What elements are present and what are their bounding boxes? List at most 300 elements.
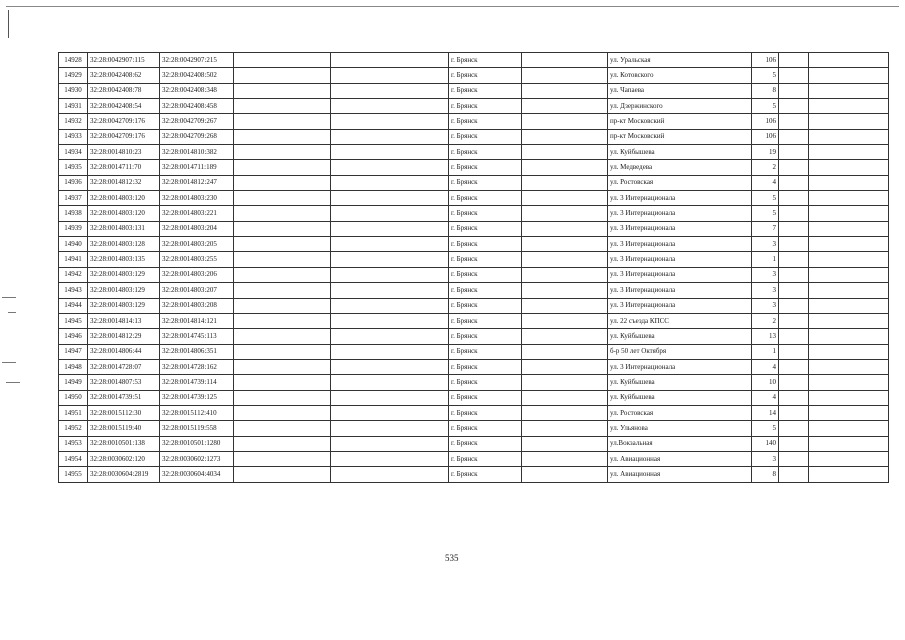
empty-cell bbox=[234, 160, 331, 175]
row-number-cell: 14939 bbox=[59, 221, 88, 236]
empty-cell bbox=[331, 68, 449, 83]
empty-cell bbox=[234, 237, 331, 252]
empty-cell bbox=[779, 421, 809, 436]
empty-cell bbox=[331, 421, 449, 436]
old-cadastral-number-cell: 32:28:0014812:32 bbox=[88, 175, 160, 190]
city-cell: г. Брянск bbox=[449, 83, 522, 98]
table-row bbox=[59, 145, 889, 160]
empty-cell bbox=[522, 114, 608, 129]
street-cell: ул. Куйбышева bbox=[608, 375, 752, 390]
empty-cell bbox=[234, 267, 331, 282]
new-cadastral-number-cell: 32:28:0014812:247 bbox=[160, 175, 234, 190]
empty-cell bbox=[234, 252, 331, 267]
empty-cell bbox=[779, 329, 809, 344]
empty-cell bbox=[809, 237, 889, 252]
house-number-cell: 1 bbox=[752, 344, 779, 359]
new-cadastral-number-cell: 32:28:0042408:502 bbox=[160, 68, 234, 83]
old-cadastral-number-cell: 32:28:0042709:176 bbox=[88, 114, 160, 129]
new-cadastral-number-cell: 32:28:0014803:206 bbox=[160, 267, 234, 282]
row-number-cell: 14930 bbox=[59, 83, 88, 98]
row-number-cell: 14938 bbox=[59, 206, 88, 221]
empty-cell bbox=[809, 436, 889, 451]
empty-cell bbox=[522, 53, 608, 68]
old-cadastral-number-cell: 32:28:0014728:07 bbox=[88, 359, 160, 374]
table-row bbox=[59, 191, 889, 206]
row-number-cell: 14929 bbox=[59, 68, 88, 83]
row-number-cell: 14934 bbox=[59, 145, 88, 160]
row-number-cell: 14951 bbox=[59, 405, 88, 420]
empty-cell bbox=[522, 390, 608, 405]
house-number-cell: 1 bbox=[752, 252, 779, 267]
house-number-cell: 5 bbox=[752, 99, 779, 114]
empty-cell bbox=[234, 405, 331, 420]
row-number-cell: 14941 bbox=[59, 252, 88, 267]
empty-cell bbox=[522, 206, 608, 221]
old-cadastral-number-cell: 32:28:0014803:135 bbox=[88, 252, 160, 267]
old-cadastral-number-cell: 32:28:0014711:70 bbox=[88, 160, 160, 175]
old-cadastral-number-cell: 32:28:0014807:53 bbox=[88, 375, 160, 390]
empty-cell bbox=[522, 359, 608, 374]
row-number-cell: 14945 bbox=[59, 313, 88, 328]
empty-cell bbox=[522, 191, 608, 206]
table-row bbox=[59, 221, 889, 236]
empty-cell bbox=[331, 451, 449, 466]
old-cadastral-number-cell: 32:28:0042408:62 bbox=[88, 68, 160, 83]
new-cadastral-number-cell: 32:28:0014803:205 bbox=[160, 237, 234, 252]
new-cadastral-number-cell: 32:28:0042408:348 bbox=[160, 83, 234, 98]
empty-cell bbox=[522, 405, 608, 420]
house-number-cell: 4 bbox=[752, 359, 779, 374]
empty-cell bbox=[809, 267, 889, 282]
new-cadastral-number-cell: 32:28:0042907:215 bbox=[160, 53, 234, 68]
house-number-cell: 106 bbox=[752, 114, 779, 129]
street-cell: ул. Медведева bbox=[608, 160, 752, 175]
empty-cell bbox=[809, 160, 889, 175]
table-row bbox=[59, 283, 889, 298]
empty-cell bbox=[809, 405, 889, 420]
house-number-cell: 5 bbox=[752, 68, 779, 83]
street-cell: ул. 3 Интернационала bbox=[608, 267, 752, 282]
empty-cell bbox=[522, 451, 608, 466]
old-cadastral-number-cell: 32:28:0030604:2819 bbox=[88, 467, 160, 482]
table-row bbox=[59, 436, 889, 451]
empty-cell bbox=[331, 160, 449, 175]
table-row bbox=[59, 298, 889, 313]
row-number-cell: 14948 bbox=[59, 359, 88, 374]
empty-cell bbox=[234, 221, 331, 236]
empty-cell bbox=[779, 206, 809, 221]
city-cell: г. Брянск bbox=[449, 329, 522, 344]
empty-cell bbox=[331, 53, 449, 68]
street-cell: ул.Вокзальная bbox=[608, 436, 752, 451]
empty-cell bbox=[779, 191, 809, 206]
house-number-cell: 13 bbox=[752, 329, 779, 344]
empty-cell bbox=[234, 344, 331, 359]
table-row bbox=[59, 129, 889, 144]
street-cell: пр-кт Московский bbox=[608, 114, 752, 129]
empty-cell bbox=[234, 313, 331, 328]
city-cell: г. Брянск bbox=[449, 221, 522, 236]
new-cadastral-number-cell: 32:28:0010501:1280 bbox=[160, 436, 234, 451]
street-cell: ул. Котовского bbox=[608, 68, 752, 83]
empty-cell bbox=[779, 283, 809, 298]
empty-cell bbox=[779, 237, 809, 252]
city-cell: г. Брянск bbox=[449, 252, 522, 267]
city-cell: г. Брянск bbox=[449, 129, 522, 144]
street-cell: ул. 3 Интернационала bbox=[608, 298, 752, 313]
empty-cell bbox=[234, 451, 331, 466]
empty-cell bbox=[331, 145, 449, 160]
new-cadastral-number-cell: 32:28:0014711:189 bbox=[160, 160, 234, 175]
old-cadastral-number-cell: 32:28:0014739:51 bbox=[88, 390, 160, 405]
house-number-cell: 3 bbox=[752, 451, 779, 466]
register-rows bbox=[59, 53, 889, 483]
street-cell: ул. 3 Интернационала bbox=[608, 359, 752, 374]
house-number-cell: 4 bbox=[752, 175, 779, 190]
table-row bbox=[59, 175, 889, 190]
city-cell: г. Брянск bbox=[449, 53, 522, 68]
house-number-cell: 19 bbox=[752, 145, 779, 160]
empty-cell bbox=[522, 267, 608, 282]
empty-cell bbox=[522, 421, 608, 436]
new-cadastral-number-cell: 32:28:0030604:4034 bbox=[160, 467, 234, 482]
city-cell: г. Брянск bbox=[449, 114, 522, 129]
empty-cell bbox=[809, 175, 889, 190]
house-number-cell: 5 bbox=[752, 206, 779, 221]
table-row bbox=[59, 83, 889, 98]
street-cell: ул. 3 Интернационала bbox=[608, 206, 752, 221]
empty-cell bbox=[234, 375, 331, 390]
row-number-cell: 14937 bbox=[59, 191, 88, 206]
row-number-cell: 14931 bbox=[59, 99, 88, 114]
city-cell: г. Брянск bbox=[449, 206, 522, 221]
old-cadastral-number-cell: 32:28:0014803:129 bbox=[88, 267, 160, 282]
old-cadastral-number-cell: 32:28:0014814:13 bbox=[88, 313, 160, 328]
empty-cell bbox=[234, 359, 331, 374]
register-table bbox=[58, 52, 889, 483]
page-number: 535 bbox=[445, 553, 459, 563]
table-row bbox=[59, 467, 889, 482]
new-cadastral-number-cell: 32:28:0042408:458 bbox=[160, 99, 234, 114]
empty-cell bbox=[234, 53, 331, 68]
row-number-cell: 14946 bbox=[59, 329, 88, 344]
city-cell: г. Брянск bbox=[449, 160, 522, 175]
empty-cell bbox=[331, 129, 449, 144]
row-number-cell: 14933 bbox=[59, 129, 88, 144]
table-row bbox=[59, 359, 889, 374]
empty-cell bbox=[809, 451, 889, 466]
empty-cell bbox=[522, 160, 608, 175]
new-cadastral-number-cell: 32:28:0014803:207 bbox=[160, 283, 234, 298]
empty-cell bbox=[522, 344, 608, 359]
empty-cell bbox=[331, 267, 449, 282]
empty-cell bbox=[331, 344, 449, 359]
row-number-cell: 14952 bbox=[59, 421, 88, 436]
empty-cell bbox=[779, 451, 809, 466]
empty-cell bbox=[234, 129, 331, 144]
city-cell: г. Брянск bbox=[449, 313, 522, 328]
street-cell: ул. 3 Интернационала bbox=[608, 283, 752, 298]
street-cell: ул. 3 Интернационала bbox=[608, 237, 752, 252]
old-cadastral-number-cell: 32:28:0014803:120 bbox=[88, 206, 160, 221]
empty-cell bbox=[809, 114, 889, 129]
empty-cell bbox=[809, 467, 889, 482]
empty-cell bbox=[331, 298, 449, 313]
empty-cell bbox=[809, 313, 889, 328]
street-cell: ул. Ульянова bbox=[608, 421, 752, 436]
empty-cell bbox=[234, 421, 331, 436]
empty-cell bbox=[331, 252, 449, 267]
table-row bbox=[59, 99, 889, 114]
house-number-cell: 4 bbox=[752, 390, 779, 405]
empty-cell bbox=[809, 83, 889, 98]
old-cadastral-number-cell: 32:28:0014812:29 bbox=[88, 329, 160, 344]
empty-cell bbox=[234, 298, 331, 313]
empty-cell bbox=[234, 145, 331, 160]
row-number-cell: 14955 bbox=[59, 467, 88, 482]
empty-cell bbox=[234, 390, 331, 405]
row-number-cell: 14950 bbox=[59, 390, 88, 405]
empty-cell bbox=[809, 99, 889, 114]
empty-cell bbox=[779, 375, 809, 390]
empty-cell bbox=[234, 175, 331, 190]
empty-cell bbox=[331, 359, 449, 374]
street-cell: пр-кт Московский bbox=[608, 129, 752, 144]
empty-cell bbox=[522, 313, 608, 328]
empty-cell bbox=[522, 298, 608, 313]
city-cell: г. Брянск bbox=[449, 175, 522, 190]
street-cell: б-р 50 лет Октября bbox=[608, 344, 752, 359]
city-cell: г. Брянск bbox=[449, 390, 522, 405]
old-cadastral-number-cell: 32:28:0042408:78 bbox=[88, 83, 160, 98]
street-cell: ул. 3 Интернационала bbox=[608, 191, 752, 206]
empty-cell bbox=[809, 68, 889, 83]
empty-cell bbox=[522, 68, 608, 83]
empty-cell bbox=[331, 83, 449, 98]
house-number-cell: 14 bbox=[752, 405, 779, 420]
empty-cell bbox=[234, 83, 331, 98]
empty-cell bbox=[779, 298, 809, 313]
empty-cell bbox=[234, 68, 331, 83]
empty-cell bbox=[522, 99, 608, 114]
new-cadastral-number-cell: 32:28:0014806:351 bbox=[160, 344, 234, 359]
new-cadastral-number-cell: 32:28:0042709:268 bbox=[160, 129, 234, 144]
old-cadastral-number-cell: 32:28:0014803:129 bbox=[88, 283, 160, 298]
street-cell: ул. Чапаева bbox=[608, 83, 752, 98]
empty-cell bbox=[779, 145, 809, 160]
empty-cell bbox=[522, 221, 608, 236]
empty-cell bbox=[331, 329, 449, 344]
empty-cell bbox=[331, 237, 449, 252]
table-row bbox=[59, 237, 889, 252]
house-number-cell: 2 bbox=[752, 313, 779, 328]
city-cell: г. Брянск bbox=[449, 421, 522, 436]
house-number-cell: 10 bbox=[752, 375, 779, 390]
new-cadastral-number-cell: 32:28:0015112:410 bbox=[160, 405, 234, 420]
empty-cell bbox=[522, 129, 608, 144]
empty-cell bbox=[331, 99, 449, 114]
row-number-cell: 14928 bbox=[59, 53, 88, 68]
empty-cell bbox=[809, 390, 889, 405]
table-row bbox=[59, 206, 889, 221]
empty-cell bbox=[331, 114, 449, 129]
empty-cell bbox=[234, 114, 331, 129]
house-number-cell: 3 bbox=[752, 267, 779, 282]
new-cadastral-number-cell: 32:28:0014803:221 bbox=[160, 206, 234, 221]
empty-cell bbox=[234, 329, 331, 344]
empty-cell bbox=[779, 390, 809, 405]
new-cadastral-number-cell: 32:28:0014739:114 bbox=[160, 375, 234, 390]
new-cadastral-number-cell: 32:28:0014728:162 bbox=[160, 359, 234, 374]
row-number-cell: 14932 bbox=[59, 114, 88, 129]
house-number-cell: 3 bbox=[752, 298, 779, 313]
table-row bbox=[59, 329, 889, 344]
city-cell: г. Брянск bbox=[449, 99, 522, 114]
empty-cell bbox=[809, 252, 889, 267]
empty-cell bbox=[331, 405, 449, 420]
empty-cell bbox=[779, 129, 809, 144]
table-row bbox=[59, 53, 889, 68]
new-cadastral-number-cell: 32:28:0014814:121 bbox=[160, 313, 234, 328]
street-cell: ул. Куйбышева bbox=[608, 145, 752, 160]
city-cell: г. Брянск bbox=[449, 267, 522, 282]
city-cell: г. Брянск bbox=[449, 467, 522, 482]
city-cell: г. Брянск bbox=[449, 145, 522, 160]
table-row bbox=[59, 344, 889, 359]
empty-cell bbox=[809, 129, 889, 144]
new-cadastral-number-cell: 32:28:0014803:230 bbox=[160, 191, 234, 206]
new-cadastral-number-cell: 32:28:0014803:204 bbox=[160, 221, 234, 236]
row-number-cell: 14953 bbox=[59, 436, 88, 451]
empty-cell bbox=[809, 344, 889, 359]
page-top-rule bbox=[6, 6, 899, 7]
row-number-cell: 14940 bbox=[59, 237, 88, 252]
scan-margin-marks bbox=[0, 0, 40, 640]
empty-cell bbox=[522, 145, 608, 160]
empty-cell bbox=[331, 283, 449, 298]
street-cell: ул. Дзержинского bbox=[608, 99, 752, 114]
empty-cell bbox=[779, 436, 809, 451]
empty-cell bbox=[331, 206, 449, 221]
city-cell: г. Брянск bbox=[449, 405, 522, 420]
empty-cell bbox=[779, 359, 809, 374]
old-cadastral-number-cell: 32:28:0015119:40 bbox=[88, 421, 160, 436]
empty-cell bbox=[522, 375, 608, 390]
table-row bbox=[59, 267, 889, 282]
empty-cell bbox=[809, 53, 889, 68]
empty-cell bbox=[779, 114, 809, 129]
empty-cell bbox=[234, 99, 331, 114]
empty-cell bbox=[809, 421, 889, 436]
city-cell: г. Брянск bbox=[449, 237, 522, 252]
old-cadastral-number-cell: 32:28:0014803:131 bbox=[88, 221, 160, 236]
empty-cell bbox=[779, 99, 809, 114]
empty-cell bbox=[331, 221, 449, 236]
table-row bbox=[59, 252, 889, 267]
empty-cell bbox=[522, 237, 608, 252]
empty-cell bbox=[234, 283, 331, 298]
empty-cell bbox=[234, 436, 331, 451]
city-cell: г. Брянск bbox=[449, 68, 522, 83]
row-number-cell: 14947 bbox=[59, 344, 88, 359]
street-cell: ул. Авиационная bbox=[608, 467, 752, 482]
empty-cell bbox=[809, 359, 889, 374]
new-cadastral-number-cell: 32:28:0014803:208 bbox=[160, 298, 234, 313]
street-cell: ул. Ростовская bbox=[608, 405, 752, 420]
empty-cell bbox=[809, 145, 889, 160]
house-number-cell: 106 bbox=[752, 129, 779, 144]
empty-cell bbox=[809, 206, 889, 221]
new-cadastral-number-cell: 32:28:0042709:267 bbox=[160, 114, 234, 129]
empty-cell bbox=[779, 68, 809, 83]
street-cell: ул. Уральская bbox=[608, 53, 752, 68]
street-cell: ул. 3 Интернационала bbox=[608, 252, 752, 267]
city-cell: г. Брянск bbox=[449, 359, 522, 374]
empty-cell bbox=[779, 267, 809, 282]
old-cadastral-number-cell: 32:28:0042709:176 bbox=[88, 129, 160, 144]
empty-cell bbox=[522, 436, 608, 451]
city-cell: г. Брянск bbox=[449, 191, 522, 206]
empty-cell bbox=[331, 313, 449, 328]
house-number-cell: 5 bbox=[752, 191, 779, 206]
table-row bbox=[59, 421, 889, 436]
row-number-cell: 14943 bbox=[59, 283, 88, 298]
old-cadastral-number-cell: 32:28:0042907:115 bbox=[88, 53, 160, 68]
empty-cell bbox=[809, 375, 889, 390]
empty-cell bbox=[779, 83, 809, 98]
empty-cell bbox=[522, 83, 608, 98]
old-cadastral-number-cell: 32:28:0010501:138 bbox=[88, 436, 160, 451]
new-cadastral-number-cell: 32:28:0014803:255 bbox=[160, 252, 234, 267]
empty-cell bbox=[234, 467, 331, 482]
empty-cell bbox=[331, 175, 449, 190]
row-number-cell: 14935 bbox=[59, 160, 88, 175]
street-cell: ул. 3 Интернационала bbox=[608, 221, 752, 236]
empty-cell bbox=[809, 191, 889, 206]
new-cadastral-number-cell: 32:28:0030602:1273 bbox=[160, 451, 234, 466]
row-number-cell: 14944 bbox=[59, 298, 88, 313]
empty-cell bbox=[779, 344, 809, 359]
house-number-cell: 8 bbox=[752, 467, 779, 482]
row-number-cell: 14949 bbox=[59, 375, 88, 390]
house-number-cell: 3 bbox=[752, 237, 779, 252]
city-cell: г. Брянск bbox=[449, 436, 522, 451]
empty-cell bbox=[779, 53, 809, 68]
empty-cell bbox=[779, 405, 809, 420]
house-number-cell: 2 bbox=[752, 160, 779, 175]
city-cell: г. Брянск bbox=[449, 375, 522, 390]
table-row bbox=[59, 114, 889, 129]
empty-cell bbox=[809, 298, 889, 313]
old-cadastral-number-cell: 32:28:0015112:30 bbox=[88, 405, 160, 420]
empty-cell bbox=[779, 252, 809, 267]
empty-cell bbox=[779, 467, 809, 482]
old-cadastral-number-cell: 32:28:0014803:120 bbox=[88, 191, 160, 206]
old-cadastral-number-cell: 32:28:0014803:129 bbox=[88, 298, 160, 313]
table-row bbox=[59, 390, 889, 405]
empty-cell bbox=[331, 467, 449, 482]
empty-cell bbox=[331, 191, 449, 206]
empty-cell bbox=[522, 329, 608, 344]
city-cell: г. Брянск bbox=[449, 451, 522, 466]
city-cell: г. Брянск bbox=[449, 283, 522, 298]
old-cadastral-number-cell: 32:28:0014803:128 bbox=[88, 237, 160, 252]
table-row bbox=[59, 160, 889, 175]
empty-cell bbox=[809, 283, 889, 298]
house-number-cell: 8 bbox=[752, 83, 779, 98]
city-cell: г. Брянск bbox=[449, 344, 522, 359]
new-cadastral-number-cell: 32:28:0015119:558 bbox=[160, 421, 234, 436]
